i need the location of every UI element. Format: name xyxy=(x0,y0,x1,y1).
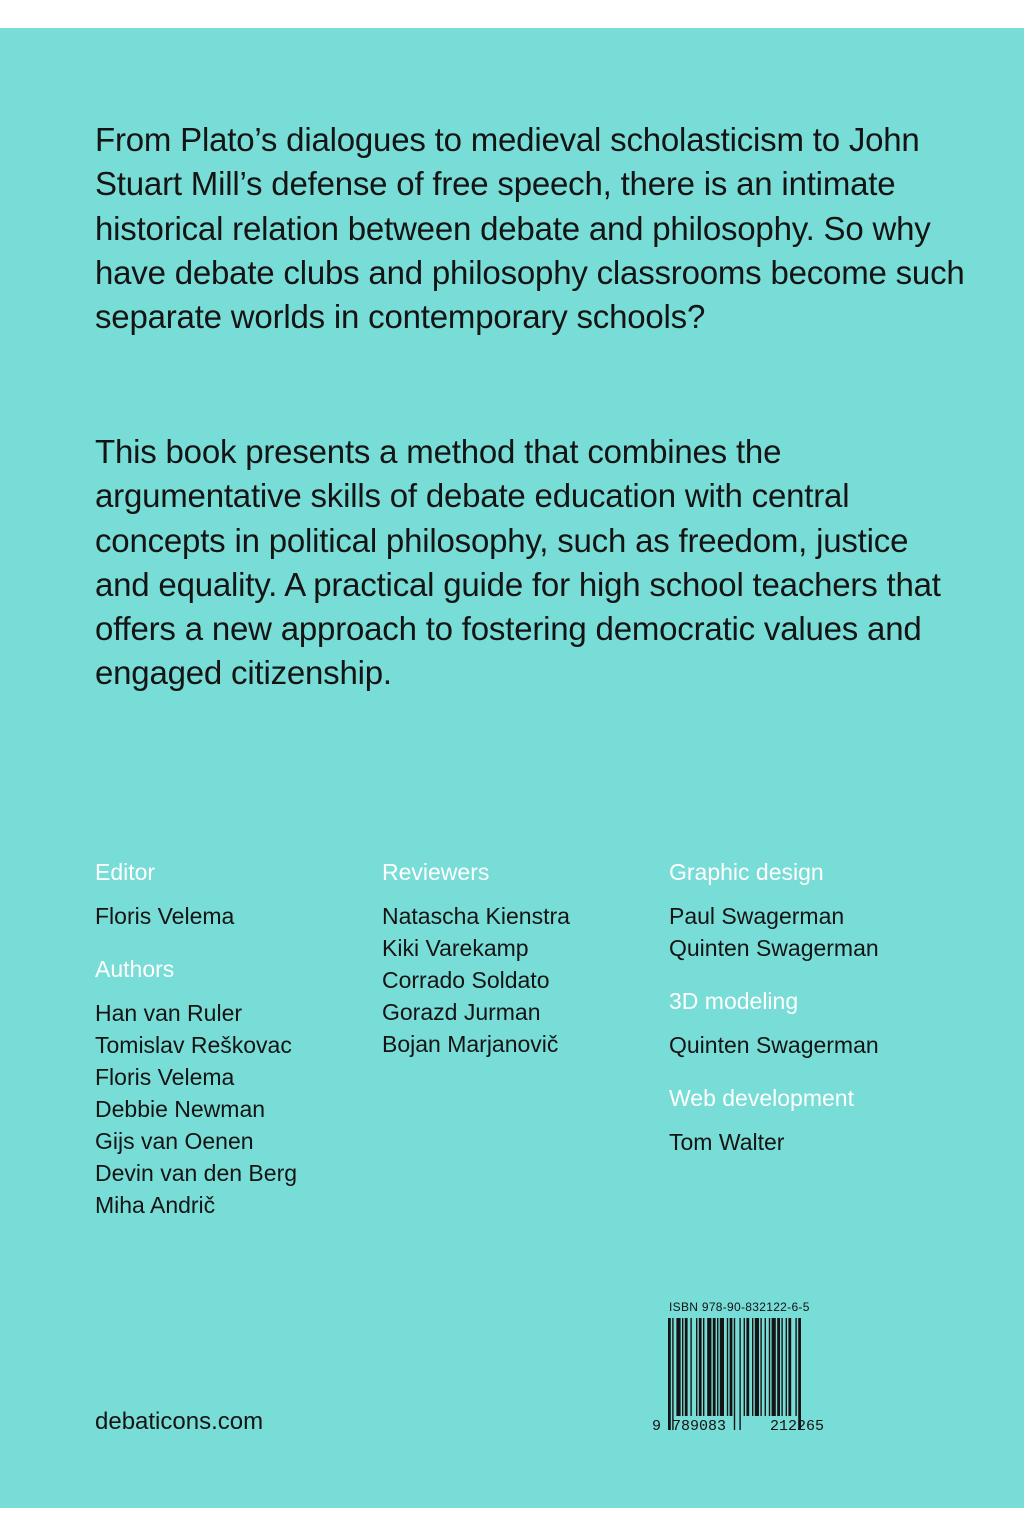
credit-name: Floris Velema xyxy=(95,1064,235,1090)
credit-name: Gorazd Jurman xyxy=(382,999,541,1025)
blurb-paragraph-2: This book presents a method that combines the argumentative skills of debate education with central concepts in political philosophy, such as freedom, justice and equality. A practical guide for high school teachers that offers a new approach to fostering democratic values and engaged citizenship. xyxy=(95,433,941,692)
web-development-list xyxy=(669,1126,949,1158)
credit-name: Bojan Marjanovič xyxy=(382,1031,559,1057)
barcode-bar xyxy=(668,1318,671,1430)
credit-name: Paul Swagerman xyxy=(669,903,845,929)
credit-name: Gijs van Oenen xyxy=(95,1128,254,1154)
credit-name: Corrado Soldato xyxy=(382,967,550,993)
barcode-bar xyxy=(703,1318,704,1416)
credits-column-2 xyxy=(382,856,662,1081)
credit-name: Quinten Swagerman xyxy=(669,1032,879,1058)
barcode-bar xyxy=(772,1318,776,1416)
barcode-bar xyxy=(786,1318,787,1416)
barcode-bar xyxy=(746,1318,749,1416)
authors-heading: Authors xyxy=(95,956,175,982)
barcode-bar xyxy=(699,1318,702,1416)
barcode-digits-right: 212265 xyxy=(770,1418,825,1435)
barcode-bar xyxy=(795,1318,796,1416)
barcode-bar xyxy=(730,1318,733,1416)
barcode-bar xyxy=(727,1318,728,1416)
credits-column-3 xyxy=(669,856,949,1179)
editor-list xyxy=(95,900,375,932)
credit-name: Debbie Newman xyxy=(95,1096,266,1122)
book-back-cover xyxy=(0,28,1024,1508)
website-url: debaticons.com xyxy=(95,1408,264,1435)
reviewers-list xyxy=(382,900,662,1060)
credit-name: Miha Andrič xyxy=(95,1192,216,1218)
credit-name: Natascha Kienstra xyxy=(382,903,570,929)
credit-name: Quinten Swagerman xyxy=(669,935,879,961)
credit-name: Kiki Varekamp xyxy=(382,935,529,961)
barcode-bar xyxy=(744,1318,745,1416)
credit-name: Floris Velema xyxy=(95,903,235,929)
credit-name: Devin van den Berg xyxy=(95,1160,298,1186)
web-development-heading: Web development xyxy=(669,1085,854,1111)
barcode-bar xyxy=(682,1318,683,1416)
credit-name: Tomislav Reškovac xyxy=(95,1032,292,1058)
barcode-bar xyxy=(769,1318,770,1416)
barcode-bar xyxy=(672,1318,673,1430)
barcode-digit-first: 9 xyxy=(652,1418,662,1435)
barcode-bar xyxy=(760,1318,761,1416)
credit-name: Tom Walter xyxy=(669,1129,785,1155)
modeling-3d-list xyxy=(669,1029,949,1061)
authors-list xyxy=(95,997,375,1221)
editor-heading: Editor xyxy=(95,859,156,885)
barcode-bar xyxy=(717,1318,718,1416)
barcode-bar xyxy=(707,1318,711,1416)
isbn-label: ISBN 978-90-832122-6-5 xyxy=(669,1300,810,1314)
barcode-bar xyxy=(798,1318,801,1430)
blurb-paragraph-1: From Plato’s dialogues to medieval scholasticism to John Stuart Mill’s defense of free speech, there is an intimate historical relation between debate and philosophy. So why have debate clubs and philosophy classrooms become such separate worlds in contemporary schools? xyxy=(95,121,965,336)
barcode-bar xyxy=(781,1318,782,1416)
barcode-bar xyxy=(713,1318,716,1416)
barcode-bar xyxy=(777,1318,780,1416)
barcode-bar xyxy=(685,1318,688,1416)
barcode-bar xyxy=(676,1318,680,1416)
credit-name: Han van Ruler xyxy=(95,1000,243,1026)
barcode-bar xyxy=(696,1318,697,1416)
modeling-3d-heading: 3D modeling xyxy=(669,988,799,1014)
graphic-design-heading: Graphic design xyxy=(669,859,824,885)
barcode-bar xyxy=(788,1318,791,1416)
barcode-digits-left: 789083 xyxy=(672,1418,727,1435)
barcode-bar xyxy=(739,1318,740,1430)
barcode-bar xyxy=(734,1318,735,1430)
barcode-bar xyxy=(752,1318,753,1416)
barcode-bar xyxy=(765,1318,766,1416)
reviewers-heading: Reviewers xyxy=(382,859,490,885)
barcode-bar xyxy=(720,1318,724,1416)
credits-column-1 xyxy=(95,856,375,1242)
barcode-bar xyxy=(690,1318,691,1416)
barcode-bar xyxy=(755,1318,759,1416)
graphic-design-list xyxy=(669,900,949,964)
